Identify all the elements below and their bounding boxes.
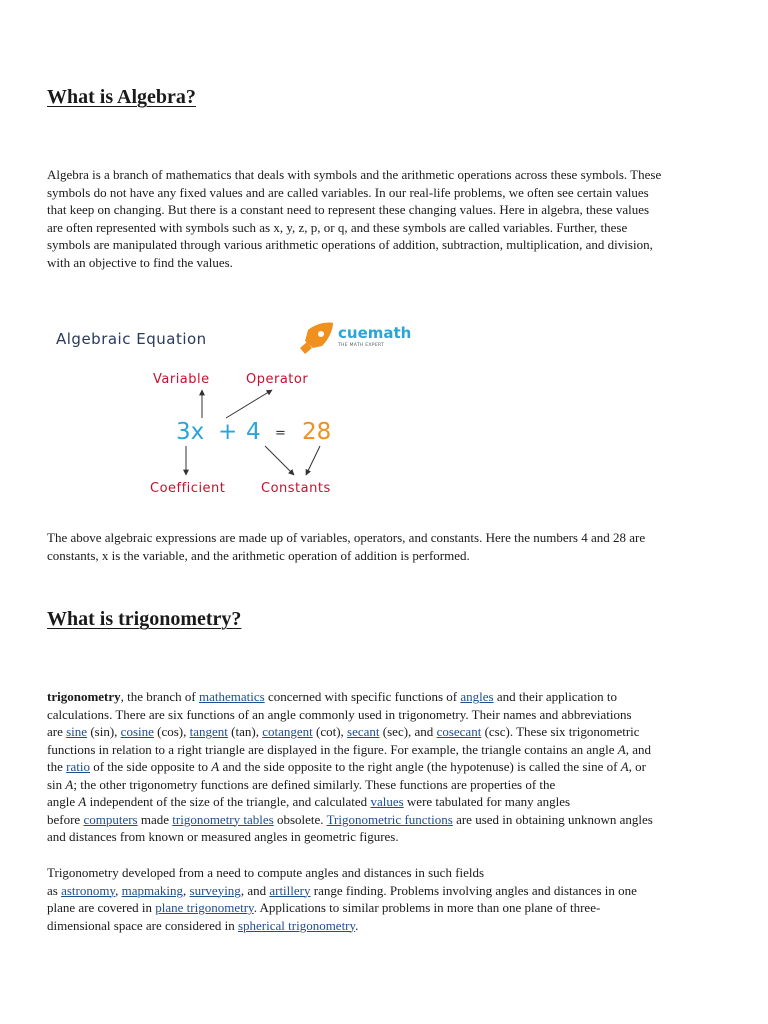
text-line: are often represented with symbols such as x, y, z, p, or q, and these symbols are called variables. Further, these <box>47 219 628 235</box>
algebra-after-paragraph <box>47 529 719 564</box>
link-plane-trigonometry[interactable]: plane trigonometry <box>155 900 254 915</box>
text-line: plane are covered in plane trigonometry. Applications to similar problems in more than one plane of three- <box>47 900 601 915</box>
text-line: that keep on changing. But there is a constant need to represent these changing values. Here in algebra, these values <box>47 202 650 217</box>
text-line: calculations. There are six functions of an angle commonly used in trigonometry. Their names and abbreviations <box>47 706 632 722</box>
equation-term: 3x <box>176 419 205 445</box>
arrow-constant-4 <box>265 446 294 475</box>
link-values[interactable]: values <box>370 794 404 809</box>
algebra-paragraph <box>47 166 719 271</box>
link-astronomy[interactable]: astronomy <box>61 882 116 898</box>
label-operator: Operator <box>246 372 309 387</box>
link-mathematics[interactable]: mathematics <box>198 689 265 704</box>
text-line: symbols are manipulated through various arithmetic operations of addition, subtraction, multiplication, and division, <box>47 237 653 252</box>
link-cosecant[interactable]: cosecant <box>436 724 482 739</box>
text-line: sin A; the other trigonometry functions are defined similarly. These functions are properties of the <box>47 776 556 792</box>
text-line: dimensional space are considered in spherical trigonometry. <box>47 917 359 933</box>
text-line: the ratio of the side opposite to A and the side opposite to the right angle (the hypotenuse) is called the sine of A, or <box>47 759 646 774</box>
text-line: constants, x is the variable, and the arithmetic operation of addition is performed. <box>47 547 470 563</box>
text-line: symbols do not have any fixed values and are called variables. In our real-life problems, we often see certain values <box>47 184 649 200</box>
cuemath-brand: cuemath <box>338 324 412 342</box>
algebraic-equation-figure <box>50 318 420 503</box>
text-line: trigonometry, the branch of mathematics concerned with specific functions of angles and their application to <box>47 689 618 704</box>
text-line: are sine (sin), cosine (cos), tangent (tan), cotangent (cot), secant (sec), and cosecant (csc). These six trigonometric <box>47 724 640 739</box>
equation-result: 28 <box>302 419 332 445</box>
link-computers[interactable]: computers <box>83 811 138 827</box>
arrow-to-operator <box>226 390 272 418</box>
label-constants: Constants <box>261 481 331 496</box>
link-surveying[interactable]: surveying <box>189 882 241 898</box>
link-trigonometric-functions[interactable]: Trigonometric functions <box>326 811 453 827</box>
cuemath-tagline: THE MATH EXPERT <box>338 343 385 348</box>
text-line: and distances from known or measured angles in geometric figures. <box>47 829 399 844</box>
trigonometry-paragraph-1 <box>47 688 719 846</box>
text-line: with an objective to find the values. <box>47 254 233 270</box>
link-cotangent[interactable]: cotangent <box>262 724 313 739</box>
link-ratio[interactable]: ratio <box>66 759 90 774</box>
link-secant[interactable]: secant <box>347 724 380 739</box>
trigonometry-heading: What is trigonometry? <box>47 608 242 630</box>
rocket-logo-icon <box>300 323 333 354</box>
text-line: as astronomy, mapmaking, surveying, and artillery range finding. Problems involving angles and distances in one <box>47 882 637 898</box>
label-variable: Variable <box>153 372 210 387</box>
link-mapmaking[interactable]: mapmaking <box>121 882 184 898</box>
arrow-constant-28 <box>306 446 320 475</box>
text-line: The above algebraic expressions are made up of variables, operators, and constants. Here the numbers 4 and 28 are <box>47 530 646 545</box>
bold-term: trigonometry <box>47 689 121 704</box>
equation-plus: + <box>218 419 238 445</box>
text-line: Algebra is a branch of mathematics that deals with symbols and the arithmetic operations across these symbols. These <box>47 167 662 182</box>
text-line: Trigonometry developed from a need to compute angles and distances in such fields <box>47 865 485 880</box>
link-spherical-trigonometry[interactable]: spherical trigonometry <box>237 917 356 933</box>
text-line: functions in relation to a right triangle are displayed in the figure. For example, the triangle contains an angle A, and <box>47 741 651 757</box>
link-sine[interactable]: sine <box>66 724 88 739</box>
link-artillery[interactable]: artillery <box>269 882 311 898</box>
link-tangent[interactable]: tangent <box>189 724 228 739</box>
equation-equals: = <box>275 426 286 441</box>
text-line: angle A independent of the size of the triangle, and calculated values were tabulated for many angles <box>47 794 571 809</box>
link-angles[interactable]: angles <box>460 689 494 704</box>
link-cosine[interactable]: cosine <box>120 724 154 739</box>
link-trigonometry-tables[interactable]: trigonometry tables <box>172 811 274 827</box>
text-line: before computers made trigonometry tables obsolete. Trigonometric functions are used in obtaining unknown angles <box>47 811 653 827</box>
trigonometry-paragraph-2 <box>47 864 719 934</box>
label-coefficient: Coefficient <box>150 481 226 496</box>
figure-title: Algebraic Equation <box>56 330 207 348</box>
equation-constant: 4 <box>246 419 261 445</box>
algebra-heading: What is Algebra? <box>47 86 196 108</box>
